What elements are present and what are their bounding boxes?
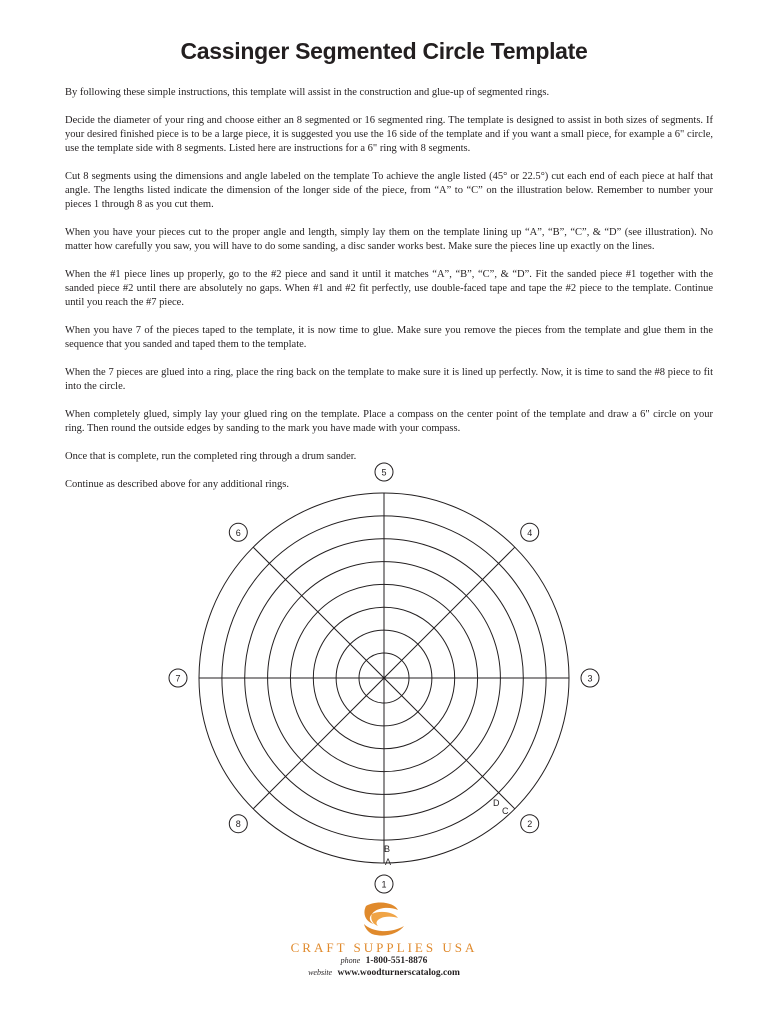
website-line xyxy=(0,968,768,978)
paragraph-sand-pieces: When the #1 piece lines up properly, go to the #2 piece and sand it until it matches “A”, “B”, “C”, & “D”. Fit the sanded piece #1 together with the sanded piece #2 until there are absolutely no gaps. When #1 and #2 fit perfectly, use double-faced tape and tape the #2 piece to the template. Continue until you reach the #7 piece. xyxy=(65,269,713,308)
paragraph-intro: By following these simple instructions, this template will assist in the construction and glue-up of segmented rings. xyxy=(65,87,550,98)
website-label: website xyxy=(308,968,333,977)
segment-number-badge xyxy=(229,523,247,541)
segment-number-badge xyxy=(521,523,539,541)
paragraph-draw-circle: When completely glued, simply lay your glued ring on the template. Place a compass on the center point of the template and draw a 6" circle on your ring. Then round the outside edges by sanding to the mark you have made with your compass. xyxy=(65,409,713,434)
website-url: www.woodturnerscatalog.com xyxy=(337,968,460,978)
segment-number-label: 1 xyxy=(381,879,387,890)
segment-number-label: 5 xyxy=(381,467,387,478)
corner-label-d: D xyxy=(493,798,500,808)
swirl-logo-icon xyxy=(358,900,410,938)
corner-label-c: C xyxy=(502,806,509,816)
paragraph-lay-pieces: When you have your pieces cut to the proper angle and length, simply lay them on the template lining up “A”, “B”, “C”, & “D” (see illustration). No matter how carefully you saw, you will have to do some sanding, a disc sander works best. Make sure the pieces line up exactly on the lines. xyxy=(65,227,713,252)
segment-number-badge xyxy=(375,463,393,481)
segment-number-badge xyxy=(521,815,539,833)
brand-name: CRAFT SUPPLIES USA xyxy=(290,940,478,955)
segment-number-label: 2 xyxy=(527,819,533,830)
segment-number-badge xyxy=(229,815,247,833)
paragraph-drum-sander: Once that is complete, run the completed ring through a drum sander. xyxy=(65,451,357,462)
paragraph-choose-ring: Decide the diameter of your ring and choose either an 8 segmented or 16 segmented ring. The template is designed to assist in both sizes of segments. If your desired finished piece is to be a large piece, it is suggested you use the 16 side of the template and if you want a small piece, for example a 6" circle, use the template side with 8 segments. Listed here are instructions for a 6" ring with 8 segments. xyxy=(65,115,713,154)
paragraph-continue: Continue as described above for any additional rings. xyxy=(65,479,289,490)
corner-label-a: A xyxy=(385,857,392,867)
segment-number-label: 4 xyxy=(527,527,533,538)
page-title: Cassinger Segmented Circle Template xyxy=(180,38,588,64)
segment-number-badge xyxy=(375,875,393,893)
phone-label: phone xyxy=(340,956,361,965)
paragraph-sand-eighth: When the 7 pieces are glued into a ring, place the ring back on the template to make sure it is lined up perfectly. Now, it is time to sand the #8 piece to fit into the circle. xyxy=(65,367,713,392)
paragraph-cut-segments: Cut 8 segments using the dimensions and angle labeled on the template To achieve the angle listed (45° or 22.5°) cut each end of each piece at half that angle. The lengths listed indicate the dimension of the longer side of the piece, from “A” to “C” on the illustration below. Remember to number your pieces 1 through 8 as you cut them. xyxy=(65,171,713,210)
phone-number: 1-800-551-8876 xyxy=(365,956,428,966)
segment-number-badge xyxy=(581,669,599,687)
segment-number-label: 7 xyxy=(175,673,181,684)
segment-number-label: 6 xyxy=(235,527,241,538)
phone-line xyxy=(0,956,768,966)
segment-number-label: 8 xyxy=(235,819,241,830)
segment-number-badge xyxy=(169,669,187,687)
corner-label-b: B xyxy=(384,844,391,854)
segment-number-label: 3 xyxy=(587,673,593,684)
paragraph-glue: When you have 7 of the pieces taped to the template, it is now time to glue. Make sure you remove the pieces from the template and glue them in the sequence that you sanded and taped them to the template. xyxy=(65,325,713,350)
